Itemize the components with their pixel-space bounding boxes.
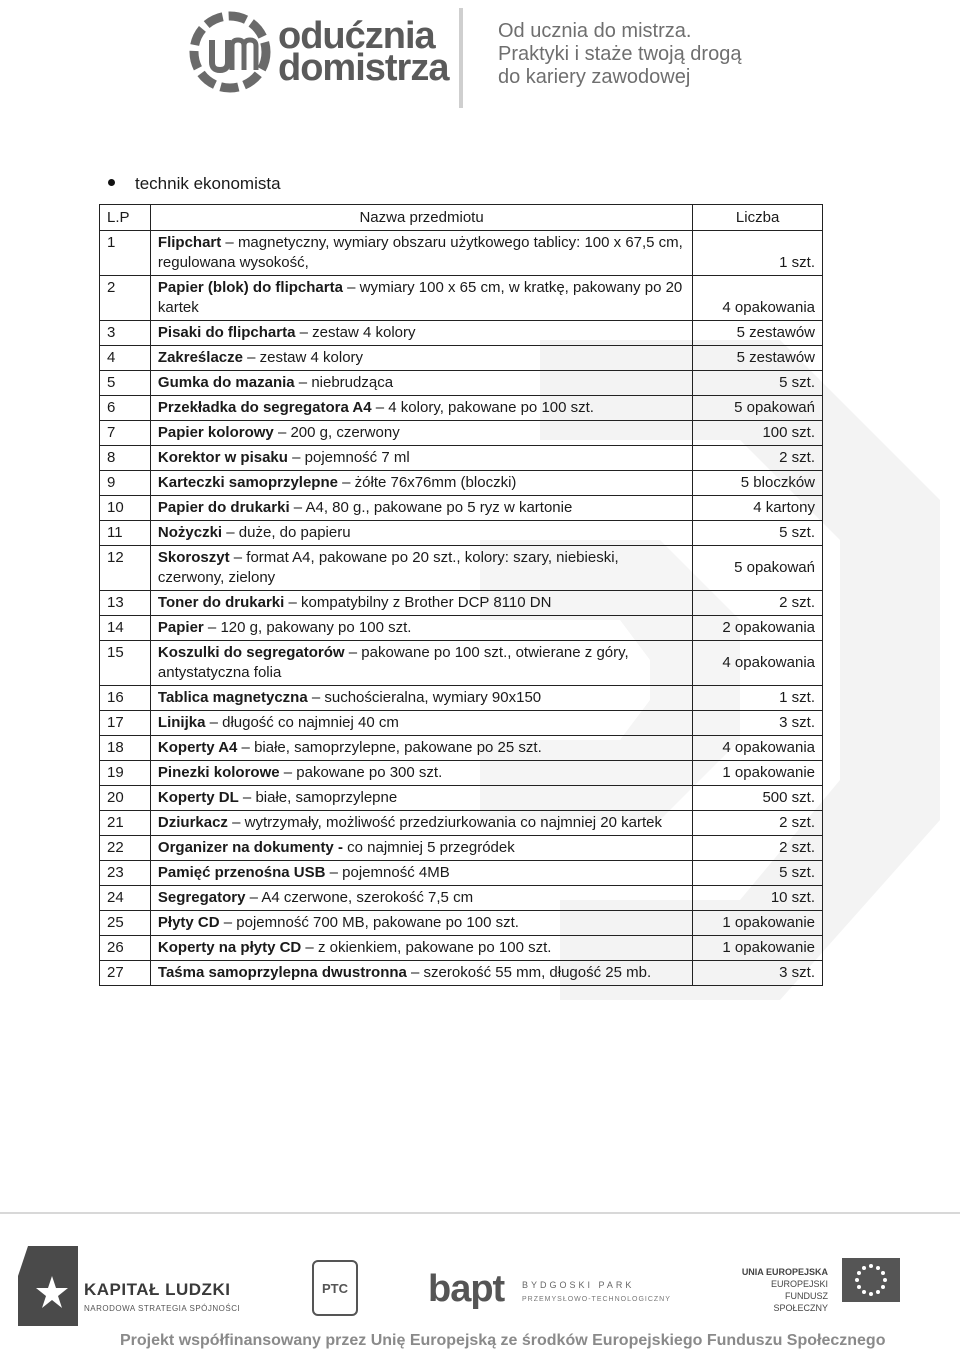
row-lp: 17 — [100, 711, 151, 736]
row-item-name: Karteczki samoprzylepne – żółte 76x76mm (bloczki) — [150, 471, 692, 496]
row-item-name: Taśma samoprzylepna dwustronna – szerokość 55 mm, długość 25 mb. — [150, 961, 692, 986]
row-lp: 6 — [100, 396, 151, 421]
row-quantity: 2 opakowania — [693, 616, 823, 641]
row-item-name: Zakreślacze – zestaw 4 kolory — [150, 346, 692, 371]
item-name-bold: Segregatory — [157, 889, 246, 906]
item-name-bold: Papier (blok) do flipcharta — [157, 279, 343, 296]
funding-disclaimer: Projekt współfinansowany przez Unię Europejską ze środków Europejskiego Funduszu Społecznego — [120, 1332, 886, 1349]
item-description: A4, 80 g., pakowane po 5 ryz w kartonie — [305, 499, 573, 516]
item-name-bold: Linijka — [157, 714, 206, 731]
row-item-name: Pisaki do flipcharta – zestaw 4 kolory — [150, 321, 692, 346]
item-description: zestaw 4 kolory — [312, 324, 416, 341]
row-quantity: 1 szt. — [693, 231, 823, 276]
row-quantity: 5 szt. — [693, 521, 823, 546]
item-name-bold: Flipchart — [157, 234, 222, 251]
row-lp: 4 — [100, 346, 151, 371]
item-name-bold: Zakreślacze — [157, 349, 243, 366]
row-quantity: 5 opakowań — [693, 396, 823, 421]
row-lp: 9 — [100, 471, 151, 496]
item-name-bold: Papier do drukarki — [157, 499, 290, 516]
row-quantity: 2 szt. — [693, 836, 823, 861]
item-name-bold: Toner do drukarki — [157, 594, 285, 611]
brand-wordmark — [278, 15, 449, 89]
row-item-name: Tablica magnetyczna – suchościeralna, wymiary 90x150 — [150, 686, 692, 711]
row-lp: 16 — [100, 686, 151, 711]
item-description: magnetyczny, wymiary obszaru użytkowego tablicy: 100 x 67,5 cm, regulowana wysokość, — [157, 234, 683, 271]
item-description: format A4, pakowane po 20 szt., kolory: szary, niebieski, czerwony, zielony — [157, 549, 619, 586]
kapital-ludzki-title: KAPITAŁ LUDZKI — [84, 1280, 231, 1299]
row-quantity: 2 szt. — [693, 811, 823, 836]
row-quantity: 10 szt. — [693, 886, 823, 911]
row-item-name: Papier – 120 g, pakowany po 100 szt. — [150, 616, 692, 641]
item-description: żółte 76x76mm (bloczki) — [354, 474, 517, 491]
tagline-line-1: Od ucznia do mistrza. — [498, 20, 692, 42]
row-lp: 5 — [100, 371, 151, 396]
row-item-name: Dziurkacz – wytrzymały, możliwość przedziurkowania co najmniej 20 kartek — [150, 811, 692, 836]
row-quantity: 4 opakowania — [693, 641, 823, 686]
eu-flag-icon — [842, 1258, 900, 1302]
item-name-bold: Tablica magnetyczna — [157, 689, 308, 706]
item-name-bold: Płyty CD — [157, 914, 220, 931]
table-row — [100, 421, 823, 446]
table-header-row — [100, 205, 823, 231]
row-quantity: 5 zestawów — [693, 321, 823, 346]
bapt-subtitle-1: BYDGOSKI PARK — [522, 1280, 635, 1290]
item-name-bold: Korektor w pisaku — [157, 449, 288, 466]
row-item-name: Pinezki kolorowe – pakowane po 300 szt. — [150, 761, 692, 786]
item-description: 4 kolory, pakowane po 100 szt. — [388, 399, 594, 416]
um-logo-icon — [188, 10, 272, 94]
ue-label — [740, 1266, 828, 1314]
row-quantity: 3 szt. — [693, 961, 823, 986]
table-row — [100, 371, 823, 396]
row-quantity: 4 opakowania — [693, 276, 823, 321]
row-quantity: 4 opakowania — [693, 736, 823, 761]
item-name-bold: Karteczki samoprzylepne — [157, 474, 338, 491]
row-quantity: 2 szt. — [693, 446, 823, 471]
row-item-name: Skoroszyt – format A4, pakowane po 20 szt., kolory: szary, niebieski, czerwony, zielony — [150, 546, 692, 591]
item-description: 200 g, czerwony — [290, 424, 400, 441]
table-row — [100, 616, 823, 641]
row-lp: 26 — [100, 936, 151, 961]
row-lp: 20 — [100, 786, 151, 811]
row-item-name: Korektor w pisaku – pojemność 7 ml — [150, 446, 692, 471]
item-description: pakowane po 300 szt. — [296, 764, 443, 781]
table-row — [100, 496, 823, 521]
item-name-bold: Przekładka do segregatora A4 — [157, 399, 372, 416]
item-name-bold: Pisaki do flipcharta — [157, 324, 296, 341]
item-description: pojemność 7 ml — [304, 449, 410, 466]
item-description: niebrudząca — [311, 374, 394, 391]
row-lp: 14 — [100, 616, 151, 641]
table-row — [100, 961, 823, 986]
item-description: kompatybilny z Brother DCP 8110 DN — [301, 594, 552, 611]
row-lp: 8 — [100, 446, 151, 471]
items-table — [99, 204, 823, 986]
table-row — [100, 836, 823, 861]
table-body — [100, 231, 823, 986]
tagline-line-2: Praktyki i staże twoją drogą — [498, 43, 742, 65]
brand-line-2: domistrza — [278, 47, 449, 89]
bullet-icon — [108, 179, 115, 186]
item-name-bold: Gumka do mazania — [157, 374, 295, 391]
row-lp: 2 — [100, 276, 151, 321]
row-item-name: Koperty na płyty CD – z okienkiem, pakowane po 100 szt. — [150, 936, 692, 961]
row-lp: 15 — [100, 641, 151, 686]
row-quantity: 2 szt. — [693, 591, 823, 616]
row-quantity: 1 szt. — [693, 686, 823, 711]
header-name: Nazwa przedmiotu — [150, 205, 692, 231]
table-row — [100, 276, 823, 321]
item-name-bold: Papier — [157, 619, 204, 636]
row-item-name: Przekładka do segregatora A4 – 4 kolory, pakowane po 100 szt. — [150, 396, 692, 421]
row-lp: 22 — [100, 836, 151, 861]
table-row — [100, 911, 823, 936]
table-row — [100, 936, 823, 961]
table-row — [100, 811, 823, 836]
row-item-name: Flipchart – magnetyczny, wymiary obszaru użytkowego tablicy: 100 x 67,5 cm, regulowana wysokość, — [150, 231, 692, 276]
row-quantity: 500 szt. — [693, 786, 823, 811]
item-name-bold: Pinezki kolorowe — [157, 764, 280, 781]
row-quantity: 5 szt. — [693, 371, 823, 396]
item-name-bold: Koperty DL — [157, 789, 239, 806]
row-lp: 1 — [100, 231, 151, 276]
table-row — [100, 321, 823, 346]
page-header — [0, 0, 960, 120]
table-row — [100, 711, 823, 736]
item-description: białe, samoprzylepne — [255, 789, 398, 806]
page-footer — [0, 1214, 960, 1362]
table-row — [100, 521, 823, 546]
row-item-name: Papier do drukarki – A4, 80 g., pakowane po 5 ryz w kartonie — [150, 496, 692, 521]
table-row — [100, 761, 823, 786]
item-description: suchościeralna, wymiary 90x150 — [324, 689, 542, 706]
item-description: wymiary 100 x 65 cm, w kratkę, pakowany po 20 kartek — [157, 279, 683, 316]
header-qty: Liczba — [693, 205, 823, 231]
item-description: A4 czerwone, szerokość 7,5 cm — [261, 889, 474, 906]
tagline-line-3: do kariery zawodowej — [498, 66, 691, 88]
table-row — [100, 886, 823, 911]
table-row — [100, 641, 823, 686]
header-lp: L.P — [100, 205, 151, 231]
item-name-bold: Dziurkacz — [157, 814, 228, 831]
section-heading-text: technik ekonomista — [135, 174, 281, 193]
row-quantity: 4 kartony — [693, 496, 823, 521]
ue-line-3: FUNDUSZ SPOŁECZNY — [773, 1291, 828, 1313]
row-quantity: 5 zestawów — [693, 346, 823, 371]
item-description: szerokość 55 mm, długość 25 mb. — [423, 964, 652, 981]
item-name-bold: Organizer na dokumenty - — [157, 839, 343, 856]
row-item-name: Gumka do mazania – niebrudząca — [150, 371, 692, 396]
row-lp: 11 — [100, 521, 151, 546]
table-row — [100, 446, 823, 471]
row-item-name: Koszulki do segregatorów – pakowane po 100 szt., otwierane z góry, antystatyczna folia — [150, 641, 692, 686]
item-description: wytrzymały, możliwość przedziurkowania co najmniej 20 kartek — [244, 814, 662, 831]
row-quantity: 5 bloczków — [693, 471, 823, 496]
kapital-ludzki-subtitle: NARODOWA STRATEGIA SPÓJNOŚCI — [84, 1304, 241, 1313]
row-lp: 18 — [100, 736, 151, 761]
table-row — [100, 786, 823, 811]
item-description: 120 g, pakowany po 100 szt. — [220, 619, 412, 636]
item-description: pojemność 700 MB, pakowane po 100 szt. — [236, 914, 519, 931]
item-name-bold: Koperty A4 — [157, 739, 238, 756]
item-name-bold: Skoroszyt — [157, 549, 230, 566]
item-name-bold: Koperty na płyty CD — [157, 939, 302, 956]
row-lp: 27 — [100, 961, 151, 986]
row-item-name: Koperty DL – białe, samoprzylepne — [150, 786, 692, 811]
item-name-bold: Nożyczki — [157, 524, 223, 541]
table-row — [100, 591, 823, 616]
item-name-bold: Taśma samoprzylepna dwustronna — [157, 964, 407, 981]
row-lp: 12 — [100, 546, 151, 591]
table-row — [100, 396, 823, 421]
row-lp: 3 — [100, 321, 151, 346]
brand-line-1: odućznia — [278, 15, 435, 57]
table-row — [100, 231, 823, 276]
row-quantity: 100 szt. — [693, 421, 823, 446]
item-description: długość co najmniej 40 cm — [222, 714, 399, 731]
item-description: z okienkiem, pakowane po 100 szt. — [317, 939, 552, 956]
row-lp: 19 — [100, 761, 151, 786]
row-item-name — [150, 836, 692, 861]
item-description: białe, samoprzylepne, pakowane po 25 szt. — [254, 739, 542, 756]
header-tagline — [498, 20, 741, 89]
item-description: zestaw 4 kolory — [259, 349, 364, 366]
row-quantity: 1 opakowanie — [693, 911, 823, 936]
row-quantity: 3 szt. — [693, 711, 823, 736]
item-name-bold: Papier kolorowy — [157, 424, 274, 441]
table-row — [100, 861, 823, 886]
row-lp: 13 — [100, 591, 151, 616]
row-item-name: Koperty A4 – białe, samoprzylepne, pakowane po 25 szt. — [150, 736, 692, 761]
table-row — [100, 546, 823, 591]
item-description: co najmniej 5 przegródek — [347, 839, 515, 856]
row-item-name: Nożyczki – duże, do papieru — [150, 521, 692, 546]
bapt-logo: bapt — [428, 1268, 505, 1310]
ue-line-1: UNIA EUROPEJSKA — [741, 1267, 828, 1277]
row-quantity: 1 opakowanie — [693, 936, 823, 961]
table-row — [100, 471, 823, 496]
item-description: pakowane po 100 szt., otwierane z góry, antystatyczna folia — [157, 644, 629, 681]
table-row — [100, 736, 823, 761]
item-description: duże, do papieru — [238, 524, 351, 541]
row-item-name: Papier (blok) do flipcharta – wymiary 100 x 65 cm, w kratkę, pakowany po 20 kartek — [150, 276, 692, 321]
row-lp: 7 — [100, 421, 151, 446]
row-lp: 24 — [100, 886, 151, 911]
table-row — [100, 346, 823, 371]
item-name-bold: Pamięć przenośna USB — [157, 864, 326, 881]
row-item-name: Pamięć przenośna USB – pojemność 4MB — [150, 861, 692, 886]
row-item-name: Toner do drukarki – kompatybilny z Brother DCP 8110 DN — [150, 591, 692, 616]
row-quantity: 5 opakowań — [693, 546, 823, 591]
item-name-bold: Koszulki do segregatorów — [157, 644, 345, 661]
section-heading — [108, 174, 281, 194]
kapital-ludzki-logo-icon — [18, 1246, 80, 1326]
row-quantity: 1 opakowanie — [693, 761, 823, 786]
row-item-name: Płyty CD – pojemność 700 MB, pakowane po 100 szt. — [150, 911, 692, 936]
row-lp: 23 — [100, 861, 151, 886]
row-lp: 25 — [100, 911, 151, 936]
header-divider — [459, 8, 463, 108]
row-quantity: 5 szt. — [693, 861, 823, 886]
row-item-name: Papier kolorowy – 200 g, czerwony — [150, 421, 692, 446]
ue-line-2: EUROPEJSKI — [770, 1279, 828, 1289]
row-lp: 21 — [100, 811, 151, 836]
item-description: pojemność 4MB — [342, 864, 450, 881]
bapt-subtitle-2: PRZEMYSŁOWO-TECHNOLOGICZNY — [522, 1296, 671, 1303]
table-row — [100, 686, 823, 711]
row-lp: 10 — [100, 496, 151, 521]
row-item-name: Segregatory – A4 czerwone, szerokość 7,5 cm — [150, 886, 692, 911]
ptc-logo: PTC — [312, 1260, 358, 1316]
row-item-name: Linijka – długość co najmniej 40 cm — [150, 711, 692, 736]
